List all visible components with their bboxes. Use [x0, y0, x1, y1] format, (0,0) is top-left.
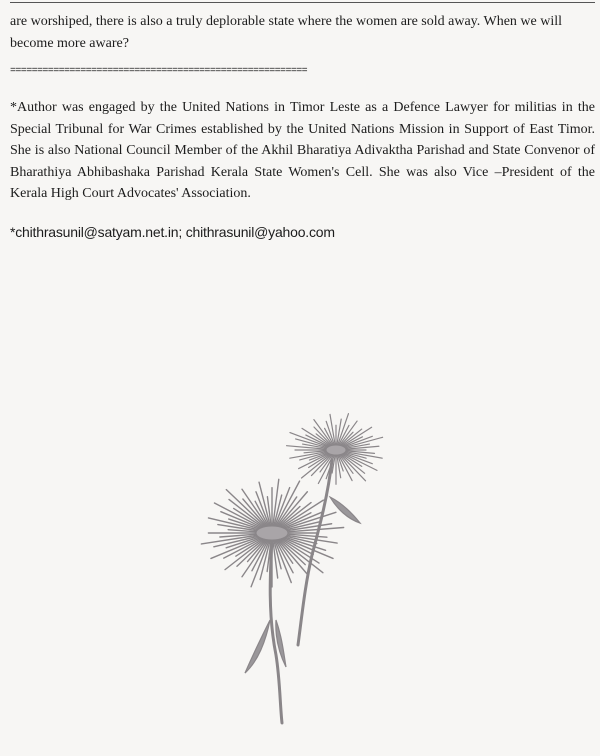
leaf-upper	[330, 497, 360, 523]
closing-paragraph: are worshiped, there is also a truly deplorable state where the women are sold away. When we will become more aware?	[10, 14, 563, 51]
large-flower-center	[256, 526, 288, 540]
author-note: *Author was engaged by the United Nations in Timor Leste as a Defence Lawyer for militias in the Special Tribunal for War Crimes established by the United Nations Mission in Support of East Timor. She is also National Council Member of the Akhil Bharatiya Adivaktha Parishad and State Convenor of Bharathiya Abhibashaka Parishad Kerala State Women's Cell. She was also Vice –President of the Kerala High Court Advocates' Association.	[10, 100, 595, 201]
small-flower-center	[326, 445, 346, 455]
leaf-left	[245, 620, 270, 673]
flower-illustration-icon	[190, 405, 420, 735]
top-rule	[10, 2, 595, 3]
author-email: *chithrasunil@satyam.net.in; chithrasunil@yahoo.com	[10, 224, 335, 240]
separator-line: =======================================================	[10, 66, 308, 77]
